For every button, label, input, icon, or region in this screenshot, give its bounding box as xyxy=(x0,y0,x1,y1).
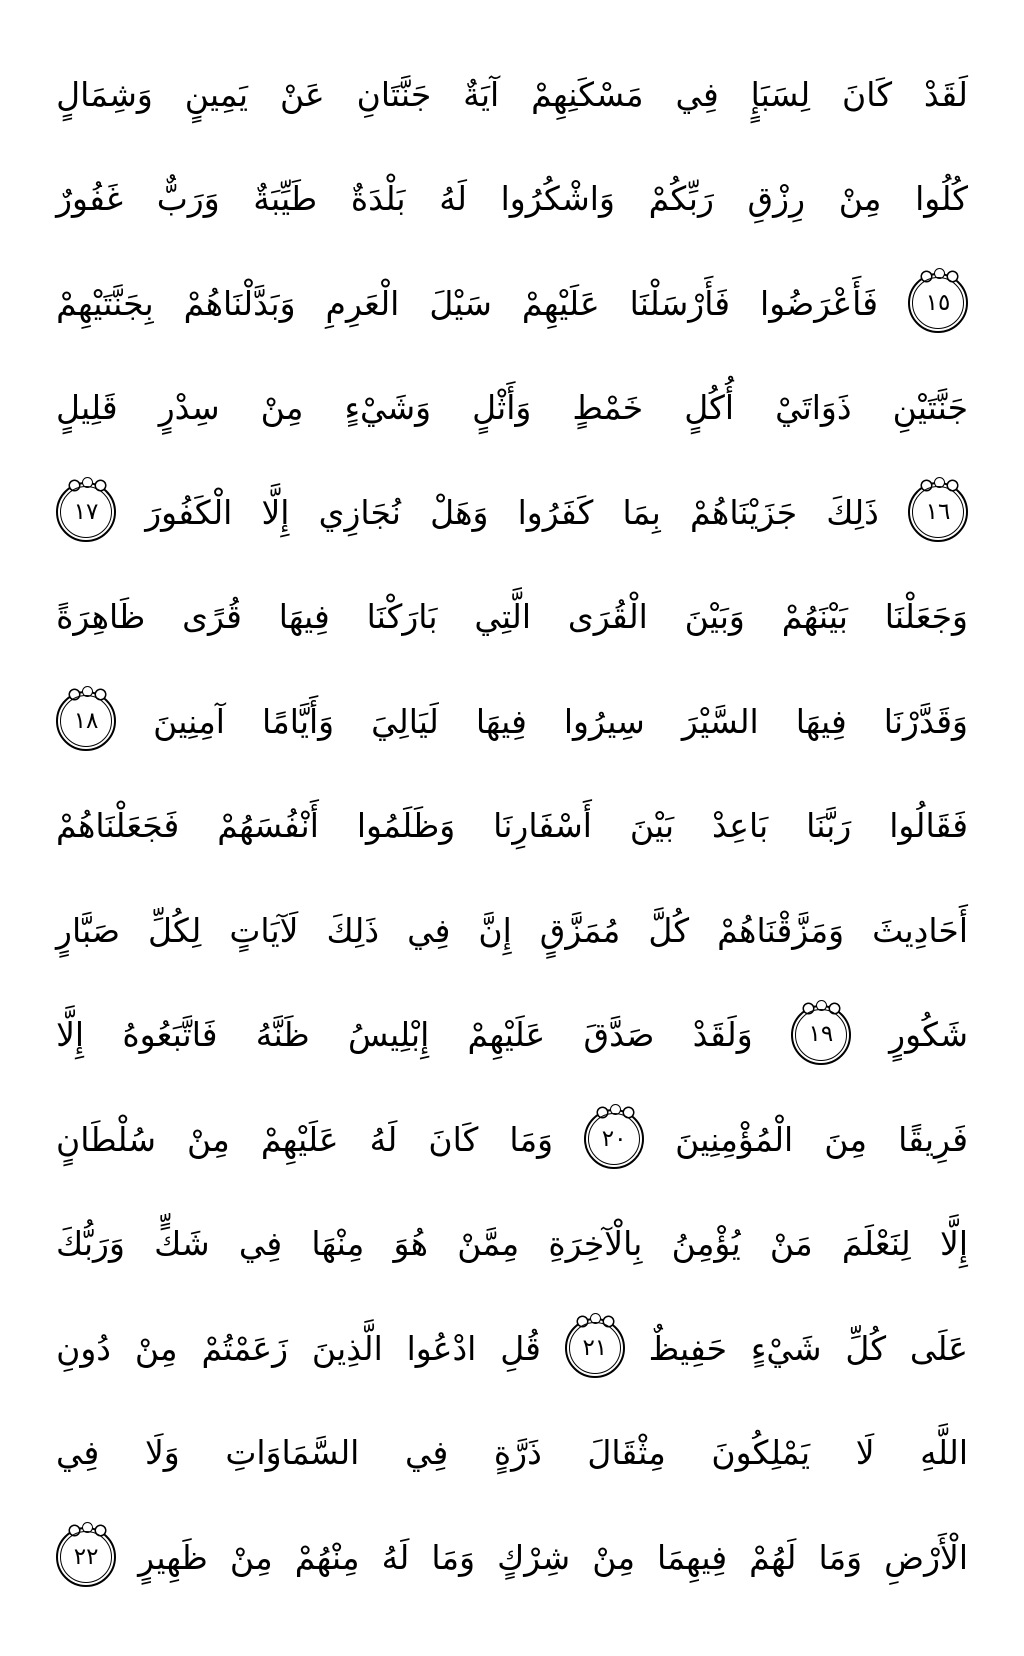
ayah-word: مِنَ xyxy=(824,1119,868,1159)
text-line xyxy=(56,251,968,356)
ayah-word: مِنْهُمْ xyxy=(294,1537,360,1577)
ayah-word: بَيْنَهُمْ xyxy=(781,597,848,637)
ayah-word: جَنَّتَيْنِ xyxy=(892,388,968,428)
text-line xyxy=(56,983,968,1088)
ayah-word: بِجَنَّتَيْهِمْ xyxy=(56,283,154,323)
ayah-word: لَهُ xyxy=(381,1537,410,1577)
ayah-word: فَرِيقًا xyxy=(898,1119,968,1159)
text-line xyxy=(56,1087,968,1192)
ayah-word: لِسَبَإٍ xyxy=(750,74,811,114)
ayah-word: إِبْلِيسُ xyxy=(347,1015,430,1055)
ayah-word: مِنْهَا xyxy=(311,1224,365,1264)
ayah-word: فِي xyxy=(56,1433,100,1473)
ayah-word: إِنَّ xyxy=(478,910,512,950)
ayah-word: فَقَالُوا xyxy=(889,806,968,846)
ayah-word: كُلِّ xyxy=(845,1328,887,1368)
ayah-word: سِيرُوا xyxy=(563,701,645,741)
ayah-word: خَمْطٍ xyxy=(572,388,644,428)
text-line xyxy=(56,356,968,461)
ayah-word: إِلَّا xyxy=(56,1015,85,1055)
ayah-word: سَيْلَ xyxy=(429,283,492,323)
ayah-word: مِثْقَالَ xyxy=(587,1433,666,1473)
ayah-word: طَيِّبَةٌ xyxy=(253,179,318,219)
verse-end-marker xyxy=(908,273,968,333)
text-line xyxy=(56,565,968,670)
ayah-word: فِي xyxy=(407,910,451,950)
ayah-word: بَارَكْنَا xyxy=(366,597,438,637)
ayah-word: جَنَّتَانِ xyxy=(356,74,432,114)
ayah-word: الْعَرِمِ xyxy=(325,283,400,323)
verse-end-marker xyxy=(584,1109,644,1169)
ayah-word: عَلَيْهِمْ xyxy=(467,1015,546,1055)
ayah-word: إِلَّا xyxy=(261,492,290,532)
ayah-word: السَّمَاوَاتِ xyxy=(225,1433,360,1473)
ayah-word: وَرَبُّكَ xyxy=(56,1224,125,1264)
ayah-word: ذَلِكَ xyxy=(326,910,380,950)
ayah-word: قَلِيلٍ xyxy=(56,388,118,428)
ayah-word: آمِنِينَ xyxy=(153,701,225,741)
ayah-word: فِيهِمَا xyxy=(657,1537,728,1577)
text-line xyxy=(56,147,968,252)
ayah-word: بَلْدَةٌ xyxy=(350,179,406,219)
ayah-word: السَّيْرَ xyxy=(681,701,759,741)
text-line xyxy=(56,460,968,565)
ayah-word: فَجَعَلْنَاهُمْ xyxy=(56,806,180,846)
ayah-word: ظَنَّهُ xyxy=(255,1015,310,1055)
ayah-word: مُمَزَّقٍ xyxy=(539,910,621,950)
ayah-word: فِيهَا xyxy=(278,597,330,637)
ayah-word: شَيْءٍ xyxy=(750,1328,822,1368)
ayah-word: الْأَرْضِ xyxy=(884,1537,968,1577)
text-line xyxy=(56,1401,968,1506)
ayah-word: كَانَ xyxy=(428,1119,479,1159)
ayah-word: الْكَفُورَ xyxy=(145,492,233,532)
ayah-word: لَقَدْ xyxy=(923,74,968,114)
ayah-word: شَكٍّ xyxy=(154,1224,210,1264)
ayah-word: كَانَ xyxy=(842,74,893,114)
ayah-word: الْقُرَى xyxy=(567,597,648,637)
ayah-word: ظَاهِرَةً xyxy=(56,597,146,637)
ayah-word: عَلَى xyxy=(909,1328,968,1368)
ayah-word: وَمَا xyxy=(818,1537,863,1577)
ayah-word: مِمَّنْ xyxy=(457,1224,520,1264)
verse-number: ٢٠ xyxy=(601,1125,627,1152)
ayah-word: مَسْكَنِهِمْ xyxy=(531,74,644,114)
ayah-word: وَقَدَّرْنَا xyxy=(883,701,968,741)
ayah-word: عَلَيْهِمْ xyxy=(260,1119,339,1159)
ayah-word: أَسْفَارِنَا xyxy=(493,806,592,846)
ayah-word: ذَرَّةٍ xyxy=(493,1433,542,1473)
ayah-word: لَهُ xyxy=(439,179,467,219)
ayah-word: مِنْ xyxy=(134,1328,178,1368)
ayah-word: هُوَ xyxy=(393,1224,428,1264)
ayah-word: كَفَرُوا xyxy=(517,492,594,532)
ayah-word: فَاتَّبَعُوهُ xyxy=(122,1015,218,1055)
ayah-word: وَمَا xyxy=(431,1537,476,1577)
ayah-word: لِكُلِّ xyxy=(148,910,202,950)
ayah-word: قُلِ xyxy=(500,1328,541,1368)
ayah-word: سِدْرٍ xyxy=(158,388,220,428)
ayah-word: رَبَّنَا xyxy=(806,806,852,846)
ayah-word: غَفُورٌ xyxy=(56,179,124,219)
ayah-word: الَّتِي xyxy=(474,597,532,637)
ayah-word: يَمْلِكُونَ xyxy=(711,1433,811,1473)
ayah-word: ادْعُوا xyxy=(406,1328,477,1368)
ayah-word: سُلْطَانٍ xyxy=(56,1119,156,1159)
verse-end-marker xyxy=(565,1318,625,1378)
ayah-word: لَهُ xyxy=(369,1119,398,1159)
ayah-word: نُجَازِي xyxy=(318,492,401,532)
ayah-word: أَحَادِيثَ xyxy=(872,910,968,950)
ayah-word: وَلَقَدْ xyxy=(692,1015,753,1055)
ayah-word: لَهُمْ xyxy=(749,1537,797,1577)
ayah-word: عَلَيْهِمْ xyxy=(521,283,600,323)
ayah-word: صَدَّقَ xyxy=(583,1015,655,1055)
ayah-word: مِنْ xyxy=(838,179,882,219)
ayah-word: وَشَيْءٍ xyxy=(344,388,432,428)
ayah-word: وَظَلَمُوا xyxy=(356,806,456,846)
ayah-word: لَيَالِيَ xyxy=(371,701,439,741)
ayah-word: دُونِ xyxy=(56,1328,111,1368)
ayah-word: إِلَّا xyxy=(940,1224,968,1264)
ayah-word: فِي xyxy=(404,1433,449,1473)
ayah-word: يَمِينٍ xyxy=(184,74,249,114)
ayah-word: ذَوَاتَيْ xyxy=(775,388,852,428)
ayah-word: وَأَيَّامًا xyxy=(262,701,335,741)
ayah-word: بِالْآخِرَةِ xyxy=(548,1224,643,1264)
verse-number: ١٩ xyxy=(808,1021,834,1048)
ayah-word: وَرَبٌّ xyxy=(156,179,220,219)
ayah-word: يُؤْمِنُ xyxy=(671,1224,741,1264)
ayah-word: بَيْنَ xyxy=(629,806,675,846)
text-line xyxy=(56,1505,968,1610)
ayah-word: فَأَرْسَلْنَا xyxy=(629,283,731,323)
ayah-word: لِنَعْلَمَ xyxy=(841,1224,911,1264)
ayah-word: رِزْقِ xyxy=(747,179,806,219)
text-line xyxy=(56,774,968,879)
text-line xyxy=(56,42,968,147)
ayah-word: جَزَيْنَاهُمْ xyxy=(689,492,798,532)
ayah-word: بَاعِدْ xyxy=(711,806,769,846)
ayah-word: لَآيَاتٍ xyxy=(229,910,299,950)
ayah-word: وَبَدَّلْنَاهُمْ xyxy=(183,283,296,323)
text-line xyxy=(56,1192,968,1297)
ayah-word: قُرًى xyxy=(182,597,242,637)
ayah-word: اللَّهِ xyxy=(920,1433,968,1473)
verse-end-marker xyxy=(791,1005,851,1065)
verse-end-marker xyxy=(56,691,116,751)
ayah-word: ظَهِيرٍ xyxy=(138,1537,208,1577)
ayah-word: وَشِمَالٍ xyxy=(56,74,153,114)
ayah-word: وَلَا xyxy=(144,1433,180,1473)
ayah-word: الْمُؤْمِنِينَ xyxy=(675,1119,794,1159)
verse-end-marker xyxy=(908,482,968,542)
ayah-word: لَا xyxy=(855,1433,875,1473)
ayah-word: وَبَيْنَ xyxy=(684,597,745,637)
verse-number: ٢١ xyxy=(582,1334,608,1361)
verse-number: ٢٢ xyxy=(73,1543,99,1570)
ayah-word: مِنْ xyxy=(260,388,304,428)
ayah-word: فِي xyxy=(675,74,719,114)
text-line xyxy=(56,1296,968,1401)
ayah-word: وَمَا xyxy=(509,1119,554,1159)
ayah-word: شِرْكٍ xyxy=(497,1537,571,1577)
ayah-word: وَاشْكُرُوا xyxy=(500,179,615,219)
ayah-word: وَمَزَّقْنَاهُمْ xyxy=(717,910,845,950)
ayah-word: آيَةٌ xyxy=(463,74,500,114)
ayah-word: فِيهَا xyxy=(475,701,527,741)
verse-number: ١٧ xyxy=(73,498,99,525)
ayah-word: فِي xyxy=(238,1224,283,1264)
ayah-word: زَعَمْتُمْ xyxy=(201,1328,289,1368)
verse-number: ١٥ xyxy=(925,289,951,316)
ayah-word: فِيهَا xyxy=(795,701,847,741)
ayah-word: كُلَّ xyxy=(648,910,690,950)
ayah-word: عَنْ xyxy=(279,74,325,114)
ayah-word: كُلُوا xyxy=(915,179,968,219)
ayah-word: رَبِّكُمْ xyxy=(648,179,714,219)
ayah-word: صَبَّارٍ xyxy=(56,910,121,950)
ayah-word: فَأَعْرَضُوا xyxy=(760,283,878,323)
ayah-word: أَنْفُسَهُمْ xyxy=(217,806,319,846)
ayah-word: ذَلِكَ xyxy=(826,492,879,532)
ayah-word: مِنْ xyxy=(229,1537,273,1577)
ayah-word: حَفِيظٌ xyxy=(648,1328,727,1368)
ayah-word: وَأَثْلٍ xyxy=(472,388,532,428)
verse-number: ١٨ xyxy=(73,707,99,734)
ayah-word: مِنْ xyxy=(592,1537,635,1577)
ayah-word: وَجَعَلْنَا xyxy=(884,597,968,637)
text-line xyxy=(56,669,968,774)
quran-text-block xyxy=(56,42,968,1626)
ayah-word: شَكُورٍ xyxy=(889,1015,968,1055)
verse-number: ١٦ xyxy=(925,498,951,525)
ayah-word: الَّذِينَ xyxy=(311,1328,383,1368)
ayah-word: بِمَا xyxy=(622,492,661,532)
ayah-word: وَهَلْ xyxy=(430,492,489,532)
verse-end-marker xyxy=(56,1527,116,1587)
ayah-word: مَنْ xyxy=(769,1224,813,1264)
ayah-word: أُكُلٍ xyxy=(684,388,735,428)
ayah-word: مِنْ xyxy=(187,1119,230,1159)
text-line xyxy=(56,878,968,983)
verse-end-marker xyxy=(56,482,116,542)
